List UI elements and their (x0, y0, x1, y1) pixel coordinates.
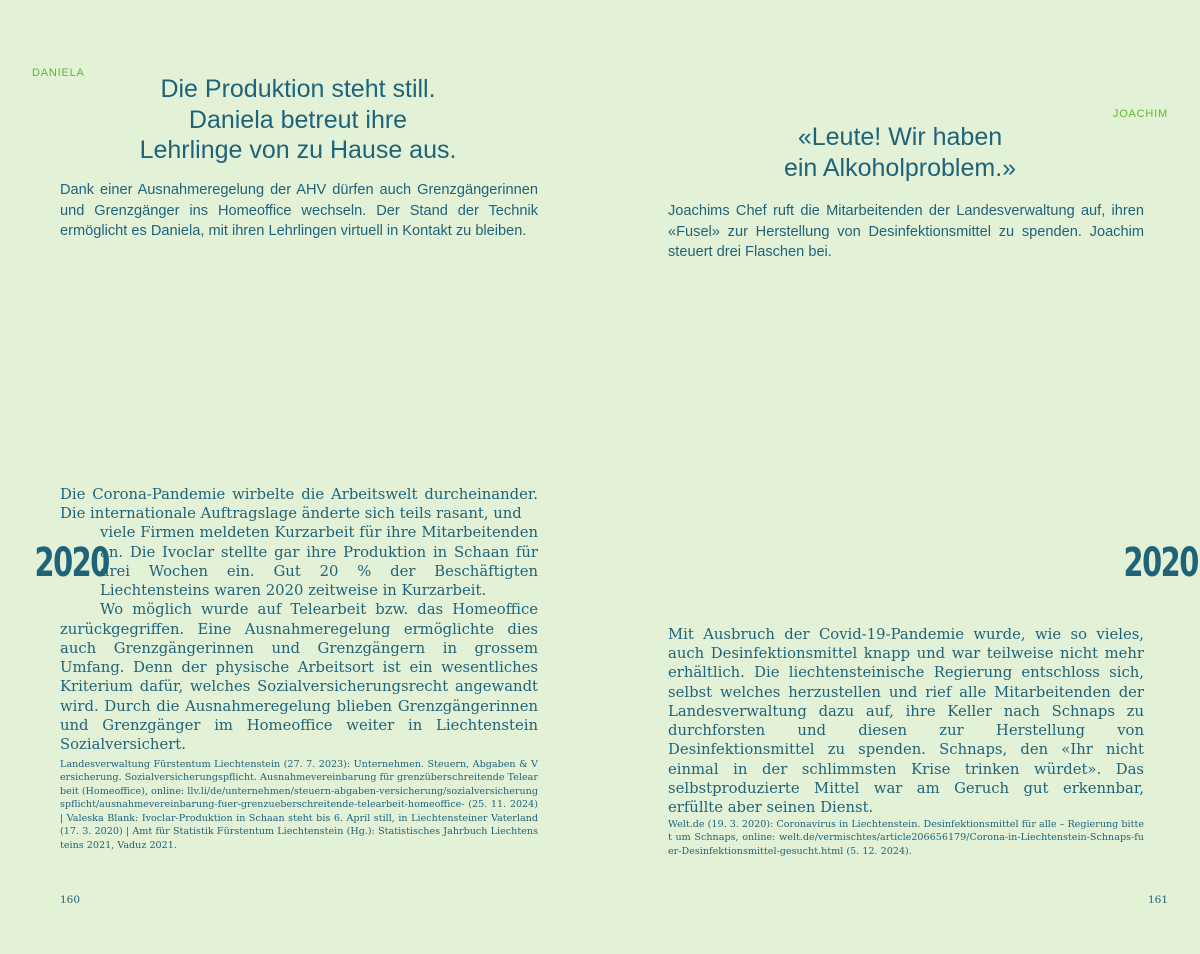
body-text (60, 485, 538, 754)
body-lead: Die Corona-Pandemie wirbelte die Arbeitswelt durcheinander. Die internationale Auftragslage änderte sich teils rasant, und (60, 486, 538, 523)
body-beside-year: viele Firmen meldeten Kurzarbeit für ihre Mitarbeitenden an. Die Ivoclar stellte gar ihre Produktion in Schaan für drei Wochen ein. Gut 20 % der Beschäftigten Liechtensteins waren 2020 zeitweise in Kurzarbeit. (100, 524, 538, 600)
year-marker: 2020 (34, 540, 109, 586)
intro-paragraph: Dank einer Ausnahmeregelung der AHV dürfen auch Grenzgängerinnen und Grenzgänger ins Homeoffice wechseln. Der Stand der Technik ermöglicht es Daniela, mit ihren Lehrlingen virtuell in Kontakt zu bleiben. (60, 182, 538, 240)
year-marker: 2020 (1123, 540, 1198, 586)
body-text: Mit Ausbruch der Covid-19-Pandemie wurde, wie so vieles, auch Desinfektionsmittel knapp und war teilweise nicht mehr erhältlich. Die liechtensteinische Regierung entschloss sich, selbst welches herzustellen und rief alle Mitarbeitenden der Landesverwaltung dazu auf, ihre Keller nach Schnaps zu durchforsten und diesen zur Herstellung von Desinfektionsmittel zu spenden. Schnaps, den «Ihr nicht einmal in der schlimmsten Krise trinken würdet». Das selbstproduzierte Mittel war am Geruch gut erkennbar, erfüllte aber seinen Dienst. (668, 626, 1144, 817)
sources: Landesverwaltung Fürstentum Liechtenstein (27. 7. 2023): Unternehmen. Steuern, Abgaben & Versicherung. Sozialversicherungspflicht. Ausnahmevereinbarung für grenzüberschreitende Telearbeit (Homeoffice), online: llv.li/de/unternehmen/steuern-abgaben-versicherung/sozialversicherungspflicht/ausnahmevereinbarung-fuer-grenzueberschreitende-telearbeit-homeoffice- (25. 11. 2024) | Valeska Blank: Ivoclar-Produktion in Schaan steht bis 6. April still, in Liechtensteiner Vaterland (17. 3. 2020) | Amt für Statistik Fürstentum Liechtenstein (Hg.): Statistisches Jahrbuch Liechtensteins 2021, Vaduz 2021. (60, 759, 538, 851)
headline: «Leute! Wir haben ein Alkoholproblem.» (783, 123, 1017, 182)
intro-paragraph: Joachims Chef ruft die Mitarbeitenden der Landesverwaltung auf, ihren «Fusel» zur Herstellung von Desinfektionsmittel zu spenden. Joachim steuert drei Flaschen bei. (668, 203, 1144, 261)
section-label: JOACHIM (1112, 108, 1168, 120)
page-number: 160 (60, 894, 81, 906)
headline: Die Produktion steht still. Daniela betreut ihre Lehrlinge von zu Hause aus. (139, 75, 457, 164)
page-number: 161 (1147, 894, 1168, 906)
sources: Welt.de (19. 3. 2020): Coronavirus in Liechtenstein. Desinfektionsmittel für alle – Regierung bittet um Schnaps, online: welt.de/vermischtes/article206656179/Corona-in-Liechtenstein-Schnaps-fuer-Desinfektionsmittel-gesucht.html (5. 12. 2024). (668, 819, 1144, 857)
section-label: DANIELA (32, 67, 85, 79)
body-rest: Wo möglich wurde auf Telearbeit bzw. das Homeoffice zurückgegriffen. Eine Ausnahmeregelung ermöglichte dies auch Grenzgängerinnen und Grenzgängern in grossem Umfang. Denn der physische Arbeitsort ist ein wesentliches Kriterium dafür, welches Sozialversicherungsrecht angewandt wird. Durch die Ausnahmeregelung blieben Grenzgängerinnen und Grenzgänger im Homeoffice weiter in Liechtenstein Sozialversichert. (60, 601, 538, 754)
right-page (600, 0, 1200, 954)
